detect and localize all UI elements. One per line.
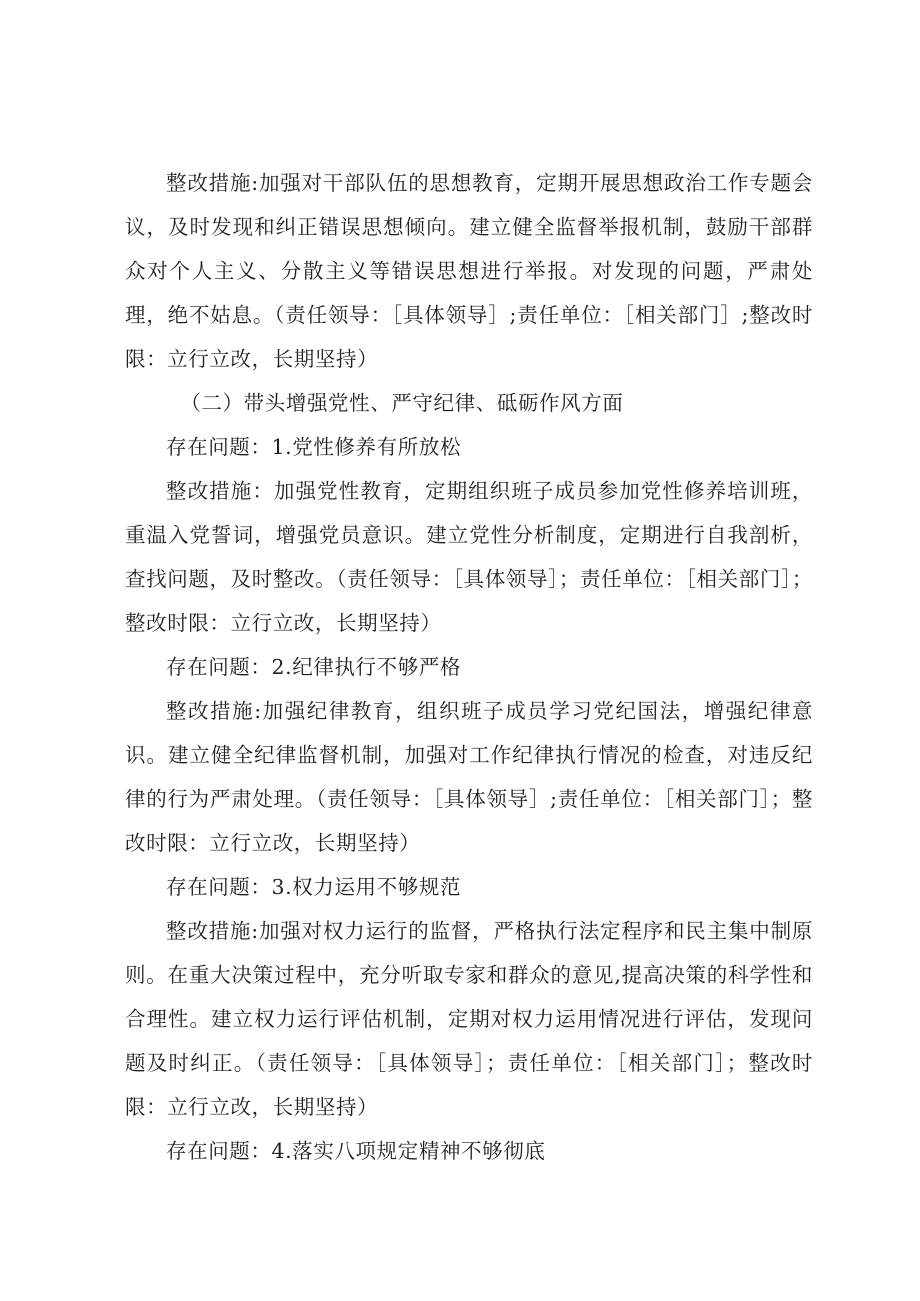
measure-paragraph-power-supervision: 整改措施:加强对权力运行的监督，严格执行法定程序和民主集中制原则。在重大决策过程中，充分听取专家和群众的意见,提高决策的科学性和合理性。建立权力运行评估机制，定期对权力运用情况进行评估，发现问题及时纠正。（责任领导：［具体领导］；责任单位：［相关部门］；整改时限：立行立改，长期坚持） bbox=[125, 919, 813, 1119]
problem-4-eight-regulations: 存在问题：4.落实八项规定精神不够彻底 bbox=[166, 1139, 546, 1163]
measure-paragraph-party-education: 整改措施：加强党性教育，定期组织班子成员参加党性修养培训班，重温入党誓词，增强党员意识。建立党性分析制度，定期进行自我剖析，查找问题，及时整改。（责任领导：［具体领导］；责任单位：［相关部门］；整改时限：立行立改，长期坚持） bbox=[125, 479, 813, 635]
problem-1-party-cultivation: 存在问题：1.党性修养有所放松 bbox=[166, 435, 462, 459]
problem-2-discipline: 存在问题：2.纪律执行不够严格 bbox=[166, 655, 462, 679]
section-heading-party-spirit: （二）带头增强党性、严守纪律、砥砺作风方面 bbox=[180, 391, 624, 415]
document-body bbox=[125, 161, 813, 1173]
measure-paragraph-thought-education: 整改措施:加强对干部队伍的思想教育，定期开展思想政治工作专题会议，及时发现和纠正错误思想倾向。建立健全监督举报机制，鼓励干部群众对个人主义、分散主义等错误思想进行举报。对发现的问题，严肃处理，绝不姑息。（责任领导：［具体领导］;责任单位：［相关部门］;整改时限：立行立改，长期坚持） bbox=[125, 171, 813, 371]
problem-3-power-use: 存在问题：3.权力运用不够规范 bbox=[166, 875, 462, 899]
measure-paragraph-discipline: 整改措施:加强纪律教育，组织班子成员学习党纪国法，增强纪律意识。建立健全纪律监督机制，加强对工作纪律执行情况的检查，对违反纪律的行为严肃处理。（责任领导：［具体领导］;责任单位：［相关部门］；整改时限：立行立改，长期坚持） bbox=[125, 699, 813, 855]
